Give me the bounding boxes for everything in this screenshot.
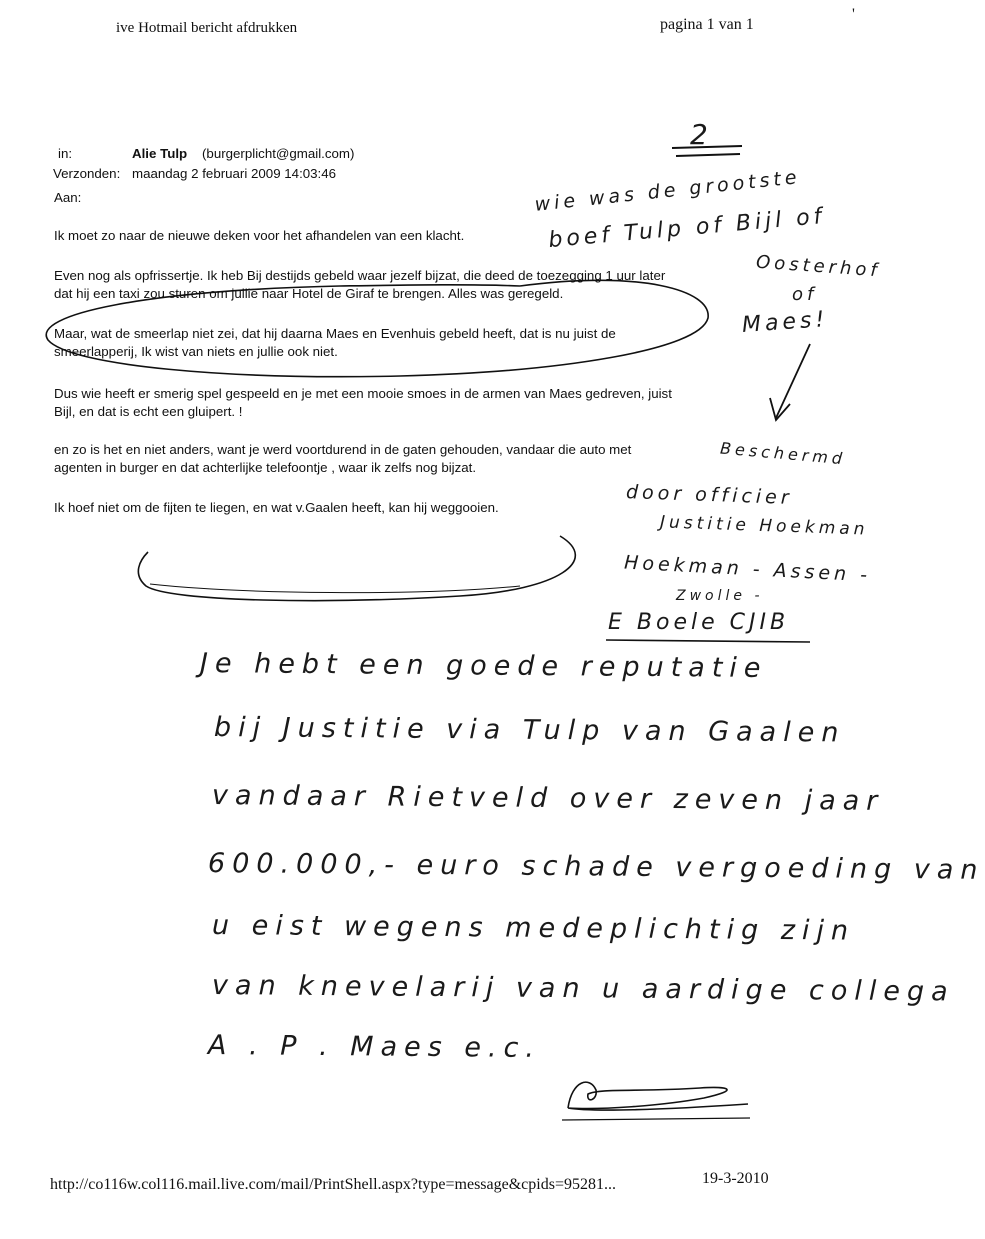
arrow-line <box>776 344 810 418</box>
body-line: en zo is het en niet anders, want je werd voortdurend in de gaten gehouden, vandaar die auto met <box>54 442 632 457</box>
print-header-title: ive Hotmail bericht afdrukken <box>116 20 298 36</box>
from-address: (burgerplicht@gmail.com) <box>202 146 355 161</box>
signature <box>568 1082 748 1110</box>
arrow-note-line: Zwolle - <box>676 588 764 604</box>
page-number-underline-2 <box>676 154 740 156</box>
sent-value: maandag 2 februari 2009 14:03:46 <box>132 166 337 181</box>
handwritten-line: u eist wegens medeplichtig zijn <box>211 910 856 947</box>
from-name: Alie Tulp <box>132 146 188 161</box>
corner-mark: ' <box>852 6 855 23</box>
from-label: in: <box>58 146 73 161</box>
body-line: Ik moet zo naar de nieuwe deken voor het afhandelen van een klacht. <box>54 228 465 243</box>
margin-note-line: wie was de grootste <box>533 166 802 216</box>
arrow-note-line: door officier <box>625 481 794 509</box>
arrow-note-line: Justitie Hoekman <box>659 512 869 540</box>
hand-drawn-arc <box>138 536 575 601</box>
body-line: Maar, wat de smeerlap niet zei, dat hij daarna Maes en Evenhuis gebeld heeft, dat is nu juist de <box>54 326 616 341</box>
handwritten-line: bij Justitie via Tulp van Gaalen <box>213 712 846 749</box>
footer-url: http://co116w.col116.mail.live.com/mail/PrintShell.aspx?type=message&cpids=95281... <box>50 1176 616 1193</box>
body-line: dat hij een taxi zou sturen om jullie naar Hotel de Giraf te brengen. Alles was geregeld. <box>54 286 564 301</box>
cjib-underline <box>606 640 810 642</box>
handwritten-line: A . P . Maes e.c. <box>207 1030 542 1064</box>
margin-note-line: boef Tulp of Bijl of <box>547 203 827 254</box>
arrow-note-line: Beschermd <box>719 438 847 469</box>
margin-note-line: of <box>792 284 818 305</box>
arrow-note-line: Hoekman - Assen - <box>623 551 872 587</box>
body-line: agenten in burger en dat achterlijke telefoontje , waar ik zelfs nog bijzat. <box>54 460 477 475</box>
body-line: Dus wie heeft er smerig spel gespeeld en je met een mooie smoes in de armen van Maes gedreven, juist <box>54 386 672 401</box>
handwritten-line: vandaar Rietveld over zeven jaar <box>211 780 885 817</box>
hand-drawn-arc-2 <box>150 584 520 593</box>
body-line: Even nog als opfrissertje. Ik heb Bij destijds gebeld waar jezelf bijzat, die deed de toezegging 1 uur later <box>54 268 666 283</box>
sent-label: Verzonden: <box>53 166 121 181</box>
arrow-note-line: E Boele CJIB <box>608 610 790 635</box>
margin-note-line: Oosterhof <box>755 251 882 282</box>
signature-underline <box>562 1118 750 1120</box>
handwritten-line: Je hebt een goede reputatie <box>199 648 768 684</box>
body-line: Ik hoef niet om de fijten te liegen, en wat v.Gaalen heeft, kan hij weggooien. <box>54 500 499 515</box>
to-label: Aan: <box>54 190 82 205</box>
handwritten-page-number: 2 <box>690 118 711 151</box>
body-line: smeerlapperij, Ik wist van niets en jullie ook niet. <box>54 344 338 359</box>
print-header-page: pagina 1 van 1 <box>660 16 754 33</box>
body-line: Bijl, en dat is echt een gluipert. ! <box>54 404 243 419</box>
footer-date: 19-3-2010 <box>702 1170 769 1187</box>
margin-note-line: Maes! <box>741 307 830 338</box>
handwritten-line: van knevelarij van u aardige collega <box>211 970 955 1008</box>
handwritten-line: 600.000,- euro schade vergoeding van <box>207 848 985 886</box>
